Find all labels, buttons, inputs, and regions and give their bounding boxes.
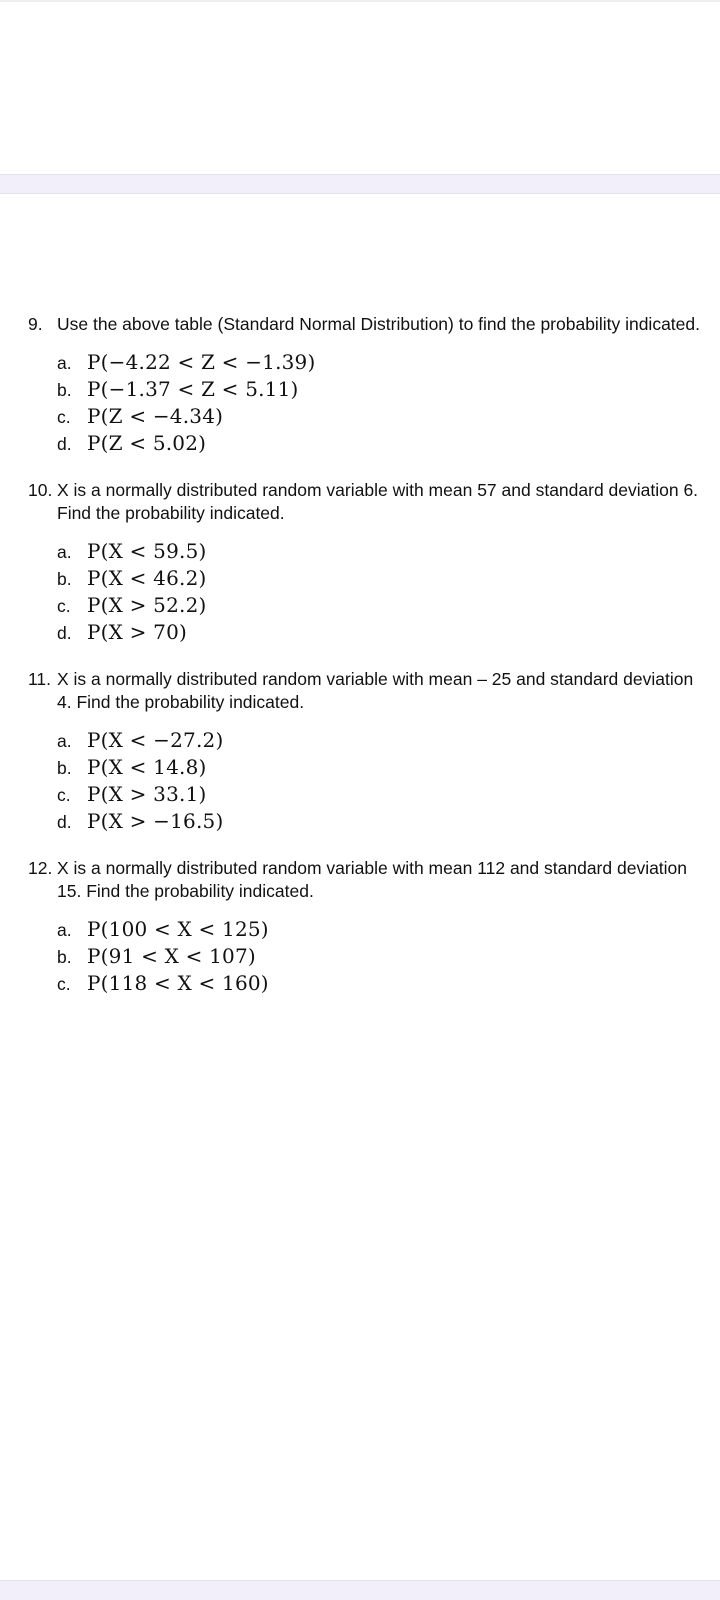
question-text: X is a normally distributed random variable with mean 57 and standard deviation 6. Find the probability indicated. [57, 480, 699, 523]
part-label: d. [57, 434, 72, 454]
part-b [57, 944, 700, 971]
part-label: c. [57, 407, 71, 427]
part-label: b. [57, 380, 72, 400]
part-label: a. [57, 353, 72, 373]
top-edge [0, 0, 720, 2]
question-11 [28, 668, 700, 836]
part-expression: P(−1.37 < Z < 5.11) [87, 377, 299, 401]
part-d [57, 809, 700, 836]
part-label: a. [57, 542, 72, 562]
question-number: 11. [28, 669, 52, 689]
document-page [0, 195, 720, 1578]
part-label: c. [57, 596, 71, 616]
question-10 [28, 479, 700, 647]
part-c [57, 593, 700, 620]
part-expression: P(X < 59.5) [87, 539, 207, 563]
question-parts [57, 728, 700, 836]
part-label: b. [57, 569, 72, 589]
part-b [57, 755, 700, 782]
question-9 [28, 313, 700, 458]
part-label: c. [57, 974, 71, 994]
part-expression: P(Z < −4.34) [87, 404, 224, 428]
part-a [57, 350, 700, 377]
part-label: b. [57, 758, 72, 778]
part-expression: P(91 < X < 107) [87, 944, 256, 968]
page-divider [0, 174, 720, 194]
question-text: X is a normally distributed random variable with mean 112 and standard deviation 15. Find the probability indicated. [57, 858, 688, 901]
part-expression: P(X < 14.8) [87, 755, 207, 779]
question-text: Use the above table (Standard Normal Distribution) to find the probability indicated. [57, 314, 700, 334]
part-expression: P(Z < 5.02) [87, 431, 207, 455]
part-expression: P(118 < X < 160) [87, 971, 269, 995]
part-expression: P(X > −16.5) [87, 809, 224, 833]
part-expression: P(X > 52.2) [87, 593, 207, 617]
part-label: a. [57, 920, 72, 940]
part-c [57, 404, 700, 431]
question-number: 12. [28, 858, 53, 878]
part-a [57, 917, 700, 944]
question-number: 10. [28, 480, 53, 500]
part-expression: P(−4.22 < Z < −1.39) [87, 350, 316, 374]
part-label: b. [57, 947, 72, 967]
part-d [57, 620, 700, 647]
part-expression: P(X < 46.2) [87, 566, 207, 590]
part-d [57, 431, 700, 458]
question-parts [57, 350, 700, 458]
question-12 [28, 857, 700, 998]
part-c [57, 782, 700, 809]
part-expression: P(X < −27.2) [87, 728, 224, 752]
question-list [28, 313, 700, 1019]
question-parts [57, 539, 700, 647]
part-expression: P(100 < X < 125) [87, 917, 269, 941]
part-c [57, 971, 700, 998]
question-number: 9. [28, 314, 43, 334]
part-label: c. [57, 785, 71, 805]
part-label: a. [57, 731, 72, 751]
part-b [57, 377, 700, 404]
part-b [57, 566, 700, 593]
question-parts [57, 917, 700, 998]
part-a [57, 728, 700, 755]
question-text: X is a normally distributed random variable with mean – 25 and standard deviation 4. Find the probability indicated. [57, 669, 694, 712]
part-label: d. [57, 812, 72, 832]
part-expression: P(X > 33.1) [87, 782, 207, 806]
part-a [57, 539, 700, 566]
page-divider [0, 1580, 720, 1600]
part-expression: P(X > 70) [87, 620, 188, 644]
part-label: d. [57, 623, 72, 643]
